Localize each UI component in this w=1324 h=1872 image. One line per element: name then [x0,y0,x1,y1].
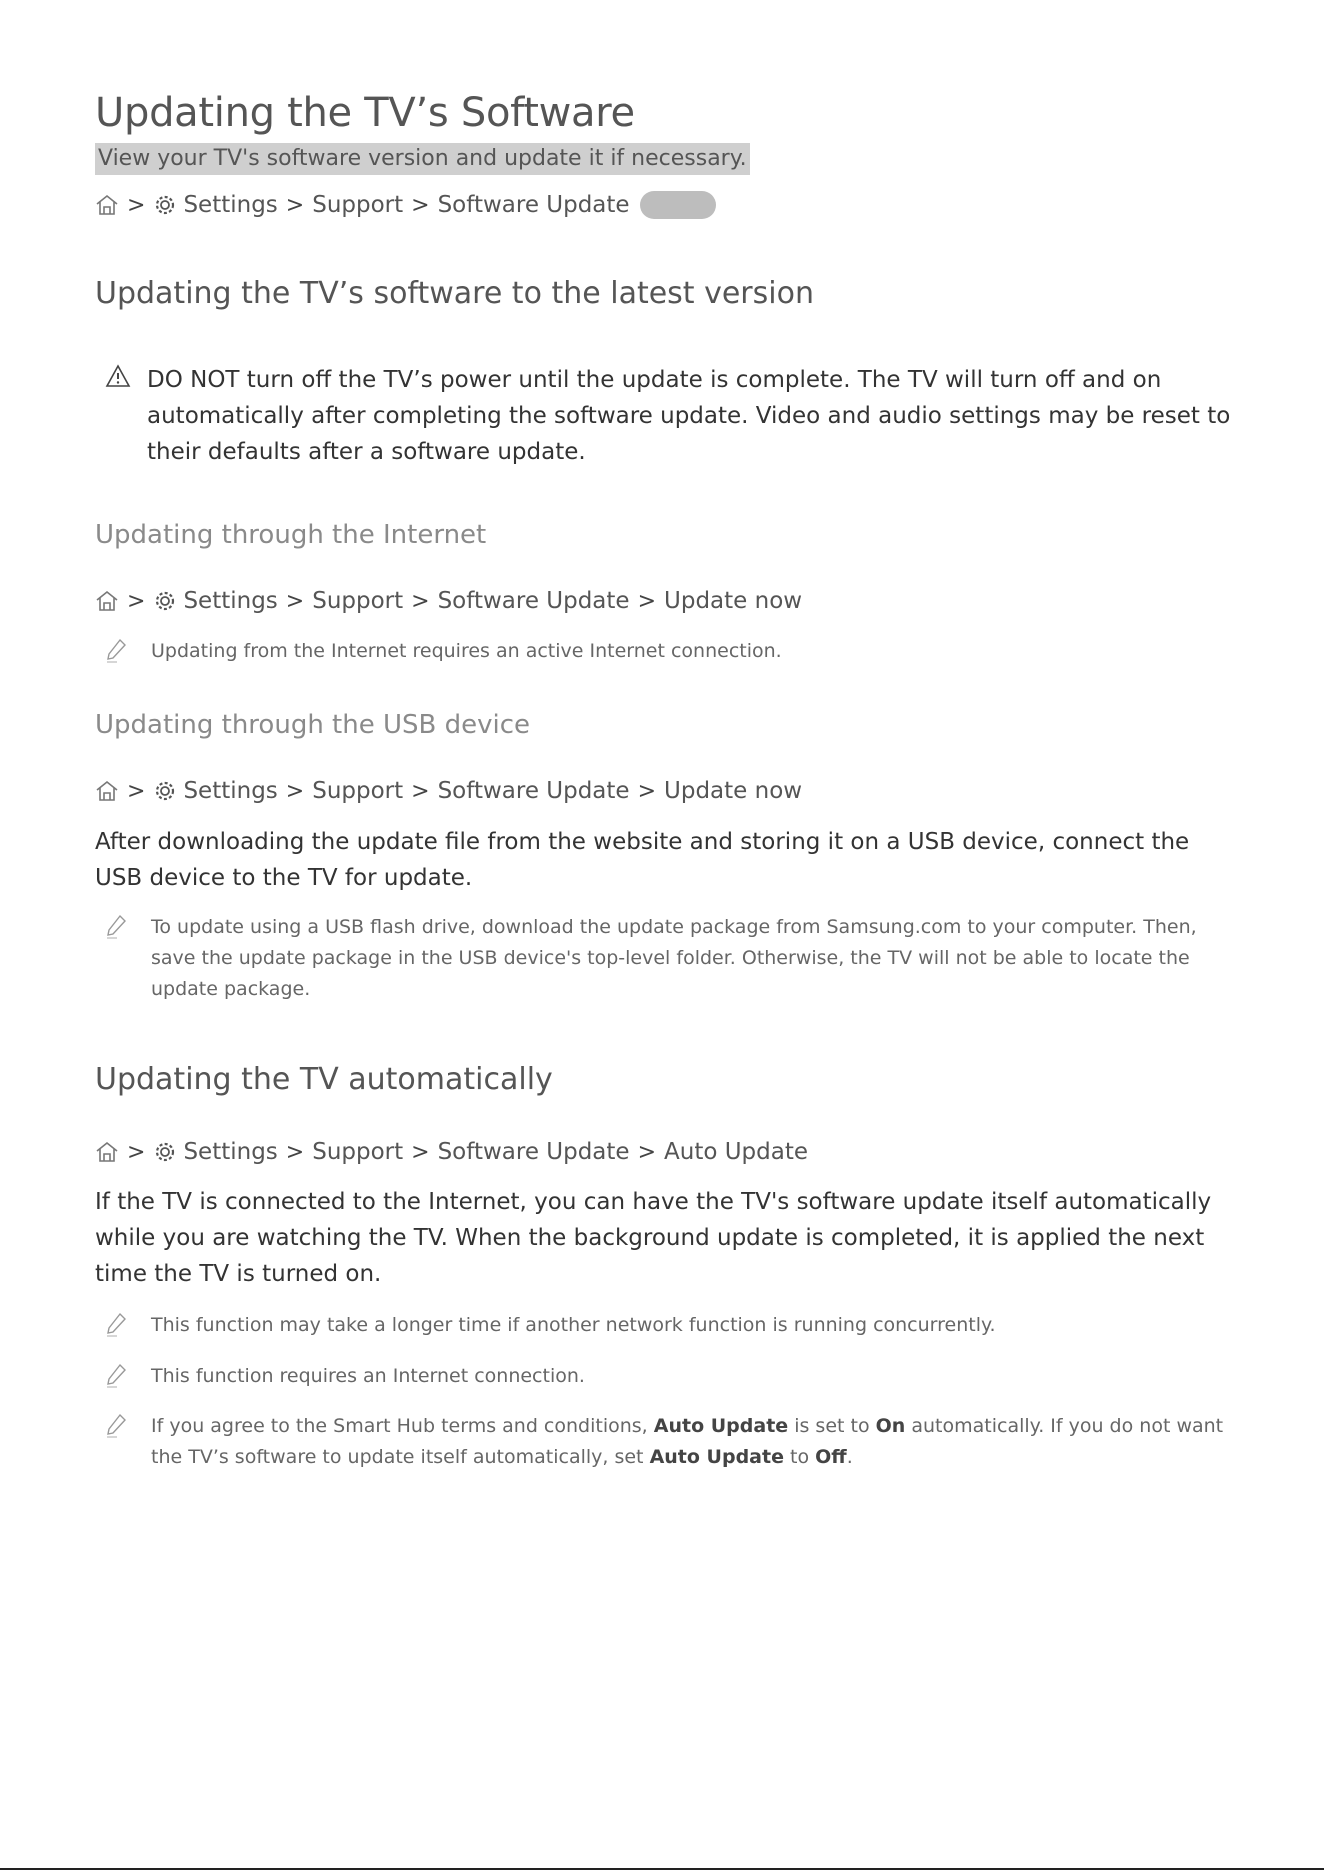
note-bold-on: On [875,1415,906,1437]
note-part: If you agree to the Smart Hub terms and conditions, [151,1415,648,1437]
try-now-badge [640,191,716,219]
path-auto-update: Auto Update [664,1139,809,1165]
chevron-right-icon: > [411,778,430,804]
section-heading-internet: Updating through the Internet [95,520,487,550]
note-bold-auto-update: Auto Update [649,1446,784,1468]
chevron-right-icon: > [285,192,305,218]
menu-path-top [95,188,716,222]
gear-icon [153,1140,177,1164]
note-part: to [790,1446,810,1468]
auto-body-text: If the TV is connected to the Internet, you can have the TV's software update itself automatically while you are watching the TV. When the background update is completed, it is applied the next time the TV is turned on. [95,1189,1212,1287]
chevron-right-icon: > [127,778,146,804]
note-auto-2 [105,1361,1235,1393]
page-title: Updating the TV’s Software [95,90,635,136]
home-icon [95,194,119,216]
pencil-icon [105,1413,127,1439]
chevron-right-icon: > [411,1139,430,1165]
home-icon [95,1141,119,1163]
note-text: To update using a USB flash drive, download the update package from Samsung.com to your computer. Then, save the update package in the USB device's top-level folder. Otherwise, the TV will not be able to locate the update package. [151,916,1197,1000]
warning-icon [105,364,131,388]
path-settings: Settings [183,1139,278,1165]
path-software-update: Software Update [437,588,630,614]
gear-icon [153,589,177,613]
path-software-update: Software Update [437,192,630,218]
menu-path-internet [95,584,802,618]
chevron-right-icon: > [127,588,146,614]
path-support: Support [312,588,404,614]
section-heading-latest-version: Updating the TV’s software to the latest version [95,276,814,311]
note-bold-off: Off [815,1446,847,1468]
note-part: automatically. If you do not want the TV’s software to update itself automatically, set [151,1415,1224,1468]
path-support: Support [312,778,404,804]
chevron-right-icon: > [637,1139,657,1165]
chevron-right-icon: > [637,778,657,804]
chevron-right-icon: > [127,1139,146,1165]
note-text [151,1411,1235,1473]
usb-body-text: After downloading the update file from the website and storing it on a USB device, connect the USB device to the TV for update. [95,829,1190,891]
chevron-right-icon: > [285,778,305,804]
note-usb [105,912,1235,1005]
section-heading-auto: Updating the TV automatically [95,1062,553,1097]
path-settings: Settings [183,588,278,614]
path-update-now: Update now [664,588,803,614]
home-icon [95,780,119,802]
footer-rule [0,1868,1324,1870]
path-update-now: Update now [664,778,803,804]
path-settings: Settings [183,192,278,218]
chevron-right-icon: > [637,588,657,614]
pencil-icon [105,1363,127,1389]
note-auto-3 [105,1411,1235,1473]
pencil-icon [105,914,127,940]
gear-icon [153,779,177,803]
note-text: This function may take a longer time if another network function is running concurrently. [151,1314,996,1336]
note-auto-1 [105,1310,1235,1342]
gear-icon [153,193,177,217]
chevron-right-icon: > [411,192,430,218]
path-software-update: Software Update [437,1139,630,1165]
note-bold-auto-update: Auto Update [653,1415,789,1437]
menu-path-usb [95,774,802,808]
warning-block [105,362,1235,470]
path-settings: Settings [183,778,278,804]
path-software-update: Software Update [437,778,630,804]
path-support: Support [312,192,404,218]
home-icon [95,590,119,612]
section-heading-usb: Updating through the USB device [95,710,531,740]
note-internet [105,636,1235,668]
note-part: is set to [794,1415,870,1437]
chevron-right-icon: > [127,192,146,218]
note-text: This function requires an Internet connection. [151,1365,585,1387]
path-support: Support [312,1139,404,1165]
note-part: . [846,1446,853,1468]
menu-path-auto [95,1135,808,1169]
pencil-icon [105,638,127,664]
pencil-icon [105,1312,127,1338]
note-text: Updating from the Internet requires an active Internet connection. [151,640,782,662]
page-subtitle: View your TV's software version and update it if necessary. [95,143,750,175]
chevron-right-icon: > [285,588,305,614]
warning-text: DO NOT turn off the TV’s power until the update is complete. The TV will turn off and on automatically after completing the software update. Video and audio settings may be reset to their defaults after a software update. [147,367,1231,465]
chevron-right-icon: > [411,588,430,614]
chevron-right-icon: > [285,1139,305,1165]
